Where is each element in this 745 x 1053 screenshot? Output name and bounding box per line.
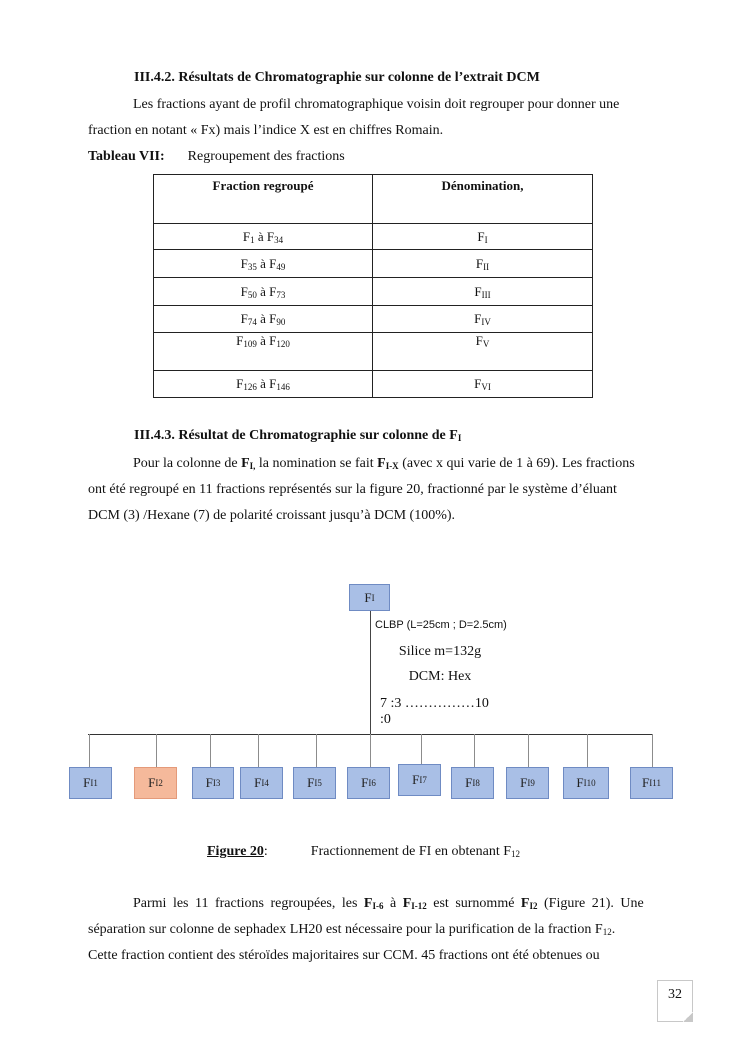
paragraph-line: fraction en notant « Fx) mais l’indice X est en chiffres Romain. <box>88 123 444 138</box>
paragraph-regroupement <box>88 92 656 144</box>
diagram-note-silice: Silice m=132g <box>398 644 482 659</box>
diagram-branch-line <box>587 734 588 767</box>
heading-text: III.4.3. Résultat de Chromatographie sur colonne de F <box>134 428 458 443</box>
diagram-branch-line <box>210 734 211 767</box>
heading-subscript: I <box>457 433 462 443</box>
diagram-trunk-line <box>370 611 371 735</box>
diagram-fraction-box: F I4 <box>240 767 283 799</box>
paragraph-fi <box>88 451 656 529</box>
paragraph-parmi <box>88 891 656 969</box>
table-cell-fraction: $F_{109}$ à $F_{120}$ <box>154 333 373 371</box>
paragraph-line: Pour la colonne de $F_{I,}$ la nomination se fait $F_{I-X}$ (avec x qui varie de 1 à 69). Les fractions <box>133 456 635 471</box>
diagram-branch-line <box>652 734 653 767</box>
diagram-note-column: CLBP (L=25cm ; D=2.5cm) <box>375 619 507 631</box>
section-heading-343 <box>134 428 461 444</box>
diagram-fraction-box: F I8 <box>451 767 494 799</box>
table-row <box>154 250 593 278</box>
table-row <box>154 278 593 306</box>
paragraph-line: séparation sur colonne de sephadex LH20 est nécessaire pour la purification de la fraction $F_{12}$. <box>88 922 616 937</box>
diagram-root-fi: F I <box>349 584 390 611</box>
paragraph-line: DCM (3) /Hexane (7) de polarité croissant jusqu’à DCM (100%). <box>88 508 456 523</box>
table-cell-fraction: $F_{35}$ à $F_{49}$ <box>154 250 373 278</box>
paragraph-line: Les fractions ayant de profil chromatographique voisin doit regrouper pour donner une <box>133 97 620 112</box>
diagram-branch-line <box>474 734 475 767</box>
table-cell-fraction: $F_{50}$ à $F_{73}$ <box>154 278 373 306</box>
diagram-branch-line <box>528 734 529 767</box>
table-row <box>154 224 593 250</box>
diagram-branch-line <box>316 734 317 767</box>
table-cell-denomination: $F_V$ <box>373 333 593 371</box>
regroupement-table <box>153 174 593 398</box>
section-heading-342: III.4.2. Résultats de Chromatographie sur colonne de l’extrait DCM <box>134 70 540 85</box>
table-row <box>154 371 593 398</box>
figure-title: Fractionnement de FI en obtenant F <box>310 844 512 859</box>
table-row <box>154 306 593 333</box>
table-row <box>154 333 593 371</box>
table-cell-denomination: $F_I$ <box>373 224 593 250</box>
diagram-fraction-box: F I11 <box>630 767 673 799</box>
table-cell-fraction: $F_{74}$ à $F_{90}$ <box>154 306 373 333</box>
diagram-branch-line <box>156 734 157 767</box>
figure-caption: Figure 20: Fractionnement de FI en obtenant $F_{12}$ <box>207 844 521 859</box>
table-cell-fraction: $F_{126}$ à $F_{146}$ <box>154 371 373 398</box>
diagram-branch-line <box>421 734 422 764</box>
table-cell-denomination: $F_{II}$ <box>373 250 593 278</box>
paragraph-line: Cette fraction contient des stéroïdes majoritaires sur CCM. 45 fractions ont été obtenues ou <box>88 948 600 963</box>
diagram-note-gradient: 7 :3 ……………10 :0 <box>380 696 489 727</box>
table-cell-denomination: $F_{VI}$ <box>373 371 593 398</box>
table-title: Regroupement des fractions <box>187 149 345 164</box>
diagram-fraction-box: F I2 <box>134 767 177 799</box>
table-cell-denomination: $F_{III}$ <box>373 278 593 306</box>
diagram-note-solvent: DCM: Hex <box>408 669 472 684</box>
figure-label: Figure 20 <box>207 844 264 859</box>
diagram-fraction-box: F I5 <box>293 767 336 799</box>
paragraph-line: Parmi les 11 fractions regroupées, les $F_{I-6}$ à $F_{I-12}$ est surnommé $F_{I2}$ (Figure 21). Une <box>133 896 644 911</box>
diagram-fraction-box: F I6 <box>347 767 390 799</box>
page-number: 32 <box>657 980 693 1022</box>
diagram-fraction-box: F I10 <box>563 767 609 799</box>
table-label: Tableau VII: <box>88 149 165 164</box>
page-fold-icon <box>683 1012 693 1022</box>
diagram-fraction-box: F I7 <box>398 764 441 796</box>
diagram-fraction-box: F I1 <box>69 767 112 799</box>
table-cell-fraction: $F_1$ à $F_{34}$ <box>154 224 373 250</box>
diagram-branch-line <box>370 734 371 767</box>
diagram-branch-line <box>258 734 259 767</box>
table-cell-denomination: $F_{IV}$ <box>373 306 593 333</box>
table-header-fraction: Fraction regroupé <box>154 175 373 224</box>
diagram-branch-line <box>89 734 90 767</box>
table-header-denomination: Dénomination, <box>373 175 593 224</box>
diagram-fraction-box: F I9 <box>506 767 549 799</box>
paragraph-line: ont été regroupé en 11 fractions représentés sur la figure 20, fractionné par le système d’éluant <box>88 482 617 497</box>
diagram-fraction-box: F I3 <box>192 767 234 799</box>
table-caption <box>88 144 345 170</box>
